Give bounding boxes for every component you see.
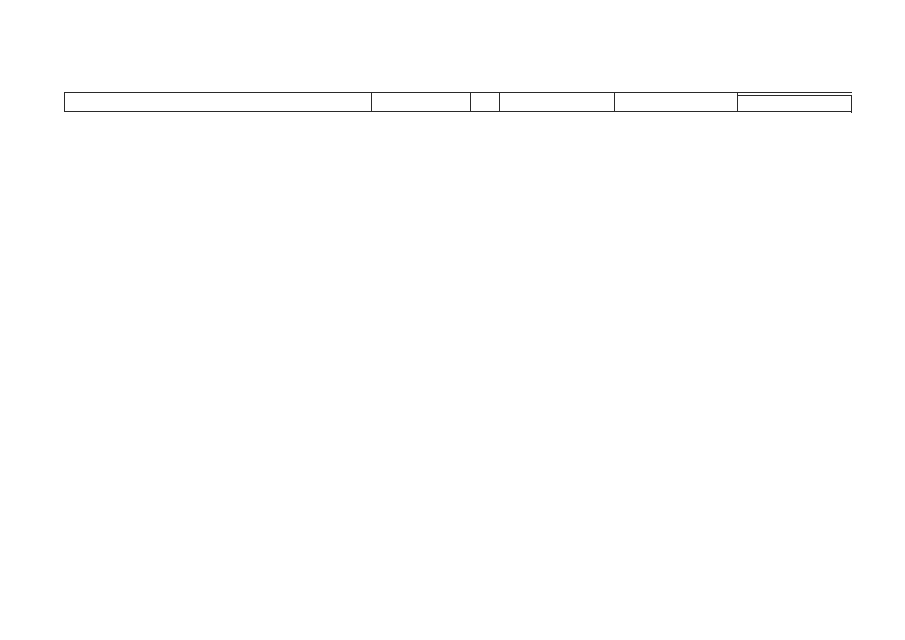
header-col-3	[471, 93, 500, 112]
table-header-row	[64, 92, 852, 112]
header-col-1	[65, 93, 372, 112]
header-col-6	[738, 95, 852, 113]
header-col-2	[372, 93, 471, 112]
header-col-4	[500, 93, 615, 112]
header-col-5	[615, 93, 738, 112]
